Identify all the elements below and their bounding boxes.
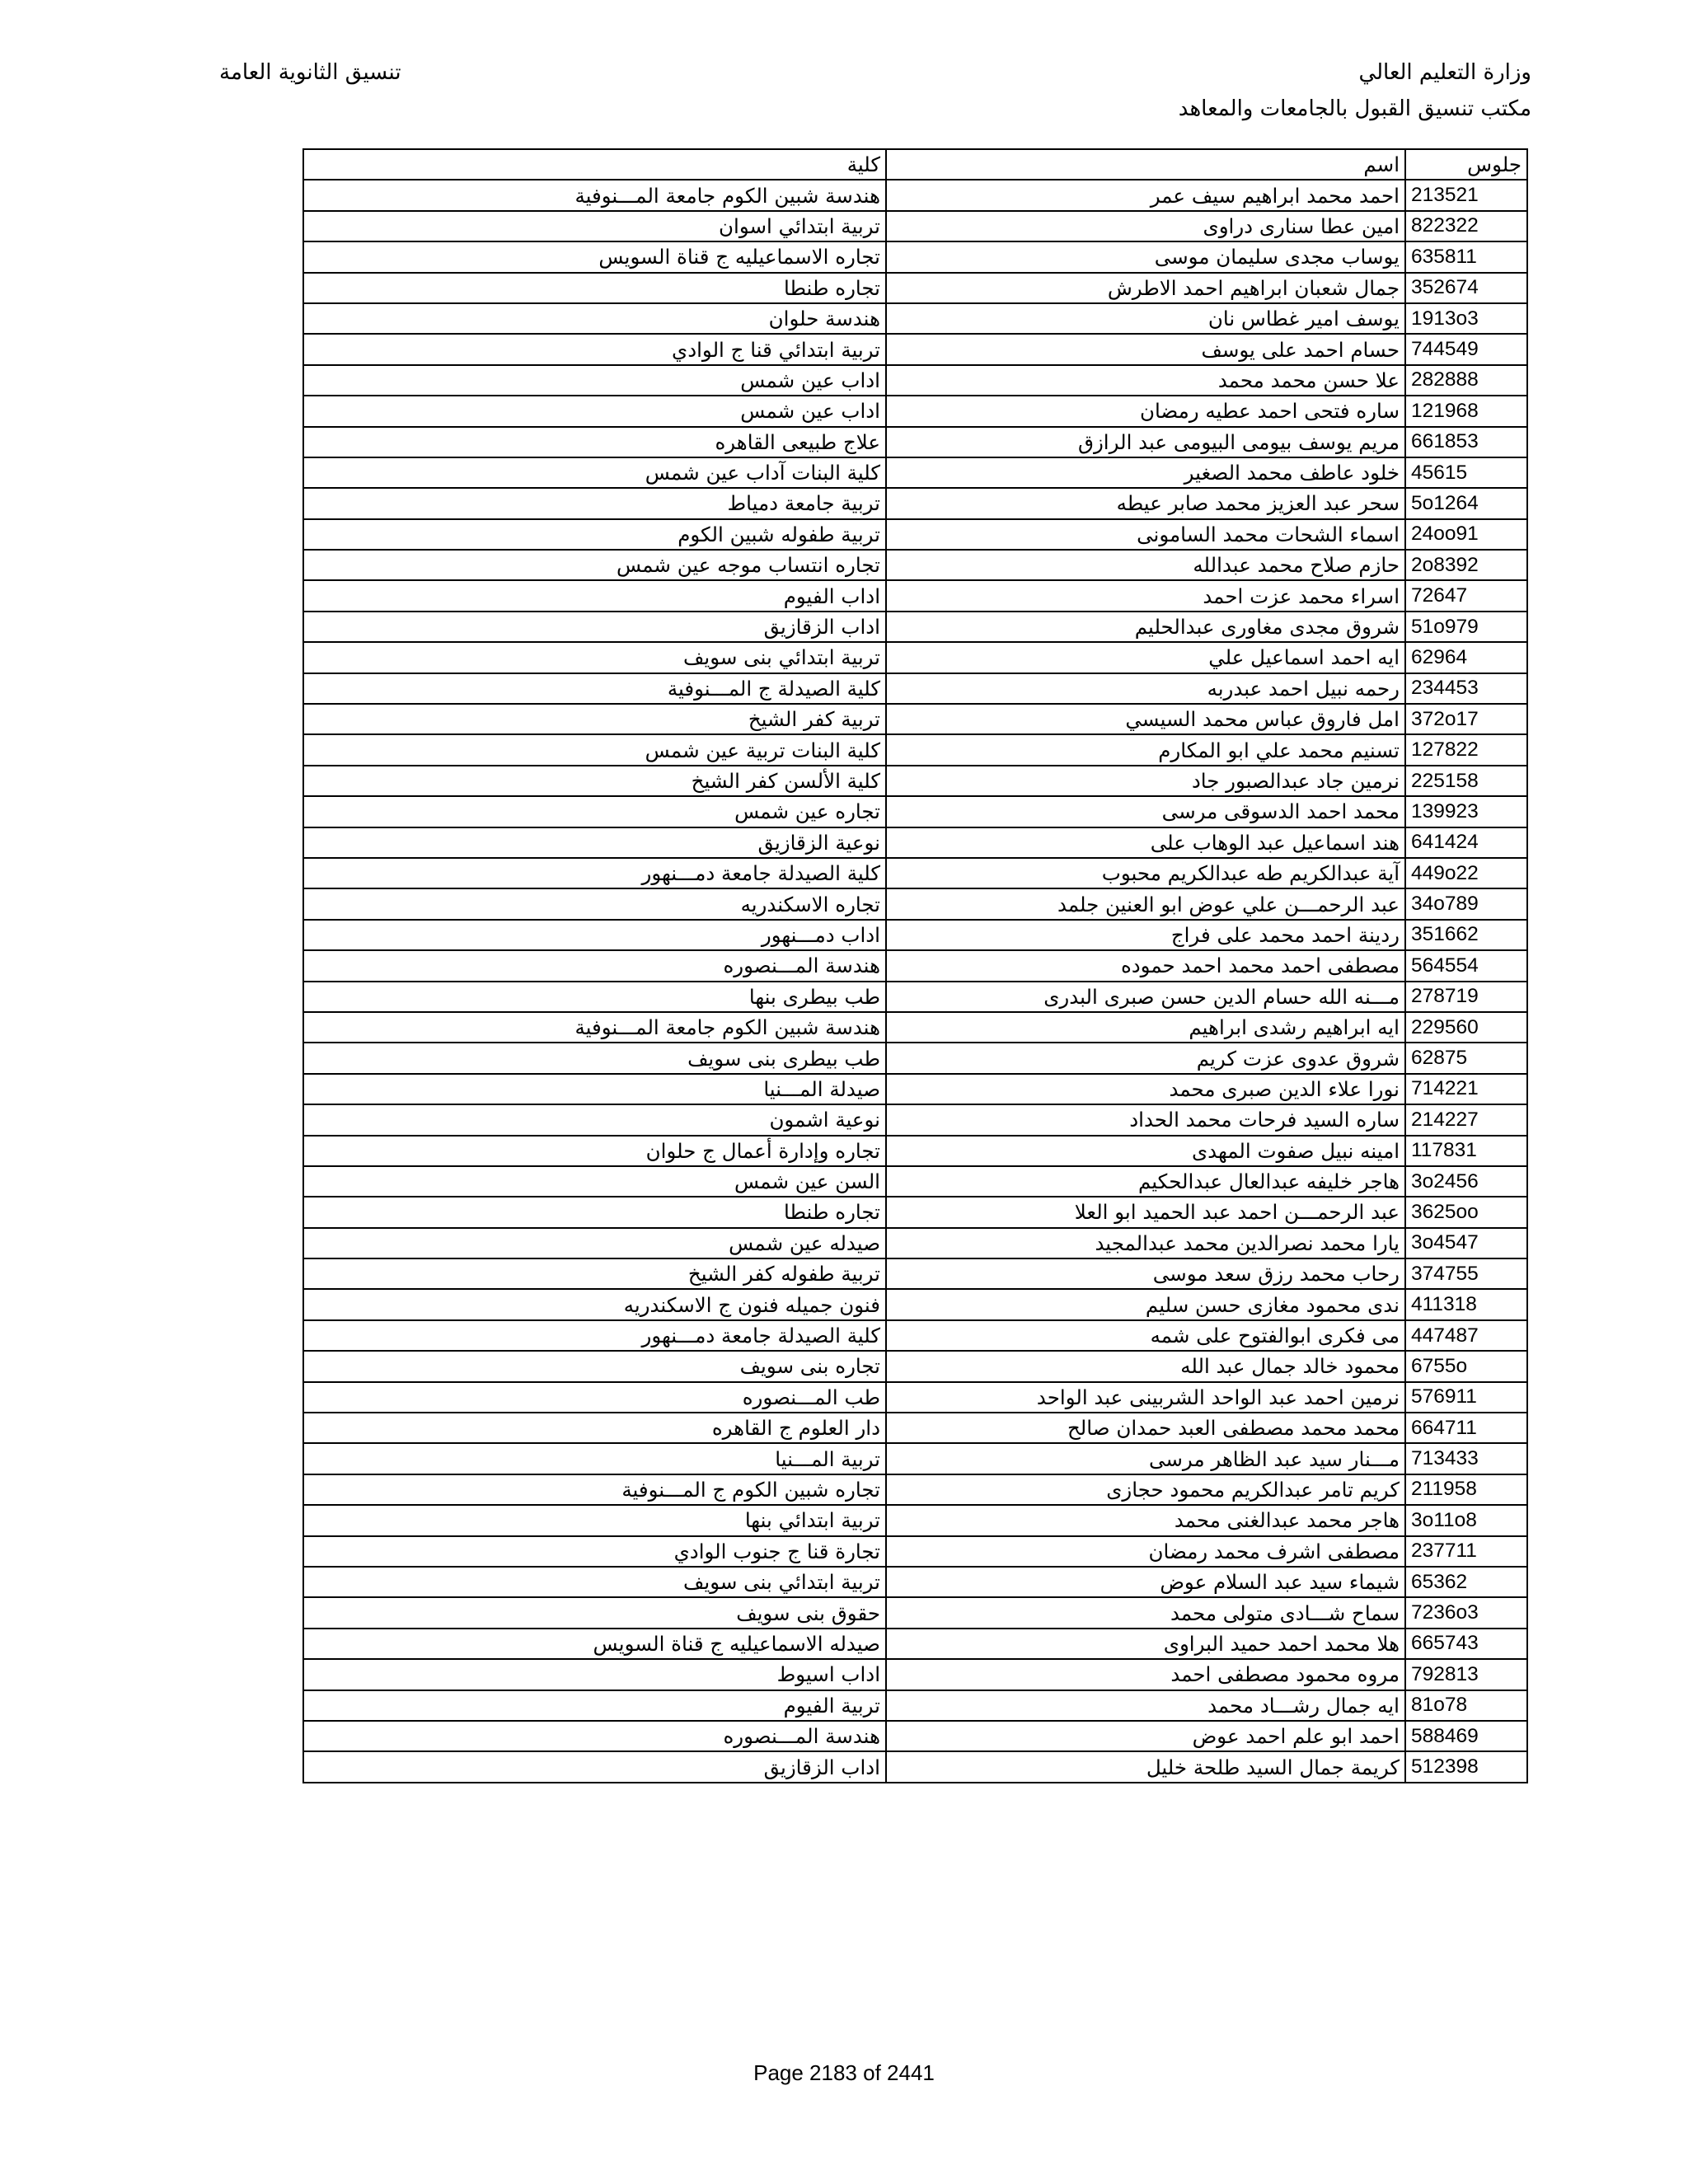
- name-cell: امل فاروق عباس محمد السيسي: [886, 704, 1405, 734]
- name-cell: امين عطا سنارى دراوى: [886, 211, 1405, 241]
- seat-number-cell: 62964: [1405, 642, 1527, 673]
- faculty-cell: صيدلة المـــنيا: [303, 1074, 886, 1104]
- seat-number-cell: 211958: [1405, 1474, 1527, 1505]
- name-cell: مصطفى اشرف محمد رمضان: [886, 1536, 1405, 1567]
- faculty-cell: علاج طبيعى القاهره: [303, 427, 886, 457]
- faculty-cell: تربية الفيوم: [303, 1690, 886, 1721]
- table-row: [303, 612, 1527, 642]
- seat-number-cell: 372o17: [1405, 704, 1527, 734]
- table-row: [303, 1351, 1527, 1381]
- table-row: [303, 273, 1527, 303]
- name-cell: آية عبدالكريم طه عبدالكريم محبوب: [886, 858, 1405, 888]
- faculty-cell: كلية البنات تربية عين شمس: [303, 734, 886, 765]
- seat-number-cell: 229560: [1405, 1012, 1527, 1043]
- seat-number-cell: 72647: [1405, 580, 1527, 611]
- name-cell: ايه احمد اسماعيل علي: [886, 642, 1405, 673]
- table-row: [303, 1474, 1527, 1505]
- faculty-cell: هندسة حلوان: [303, 303, 886, 334]
- name-cell: نرمين احمد عبد الواحد الشربينى عبد الواحد: [886, 1382, 1405, 1413]
- table-header-row: [303, 149, 1527, 180]
- faculty-cell: هندسة شبين الكوم جامعة المـــنوفية: [303, 1012, 886, 1043]
- ministry-header: [1179, 54, 1531, 127]
- table-row: [303, 1289, 1527, 1319]
- column-header-seat: جلوس: [1405, 149, 1527, 180]
- faculty-cell: اداب الزقازيق: [303, 1751, 886, 1782]
- faculty-cell: صيدله الاسماعيليه ج قناة السويس: [303, 1629, 886, 1659]
- name-cell: شروق مجدى مغاورى عبدالحليم: [886, 612, 1405, 642]
- name-cell: مريم يوسف بيومى البيومى عبد الرازق: [886, 427, 1405, 457]
- name-cell: محمد احمد الدسوقى مرسى: [886, 796, 1405, 827]
- table-row: [303, 888, 1527, 919]
- table-row: [303, 766, 1527, 796]
- table-row: [303, 427, 1527, 457]
- faculty-cell: دار العلوم ج القاهره: [303, 1413, 886, 1443]
- faculty-cell: تجاره طنطا: [303, 273, 886, 303]
- name-cell: مروه محمود مصطفى احمد: [886, 1659, 1405, 1690]
- faculty-cell: نوعية الزقازيق: [303, 827, 886, 858]
- faculty-cell: هندسة المـــنصوره: [303, 1721, 886, 1751]
- ministry-title: وزارة التعليم العالي: [1358, 60, 1531, 85]
- faculty-cell: تجاره عين شمس: [303, 796, 886, 827]
- seat-number-cell: 213521: [1405, 180, 1527, 210]
- faculty-cell: كلية الصيدلة ج المـــنوفية: [303, 673, 886, 704]
- name-cell: اسماء الشحات محمد السامونى: [886, 519, 1405, 550]
- seat-number-cell: 447487: [1405, 1320, 1527, 1351]
- name-cell: شيماء سيد عبد السلام عوض: [886, 1567, 1405, 1597]
- table-row: [303, 1258, 1527, 1289]
- name-cell: علا حسن محمد محمد: [886, 365, 1405, 396]
- seat-number-cell: 822322: [1405, 211, 1527, 241]
- table-row: [303, 1197, 1527, 1227]
- seat-number-cell: 278719: [1405, 982, 1527, 1012]
- name-cell: خلود عاطف محمد الصغير: [886, 457, 1405, 488]
- seat-number-cell: 641424: [1405, 827, 1527, 858]
- faculty-cell: طب بيطرى بنها: [303, 982, 886, 1012]
- name-cell: احمد ابو علم احمد عوض: [886, 1721, 1405, 1751]
- faculty-cell: تربية جامعة دمياط: [303, 488, 886, 518]
- seat-number-cell: 234453: [1405, 673, 1527, 704]
- seat-number-cell: 411318: [1405, 1289, 1527, 1319]
- name-cell: يارا محمد نصرالدين محمد عبدالمجيد: [886, 1228, 1405, 1258]
- faculty-cell: كلية الصيدلة جامعة دمـــنهور: [303, 1320, 886, 1351]
- faculty-cell: تجاره طنطا: [303, 1197, 886, 1227]
- seat-number-cell: 713433: [1405, 1443, 1527, 1474]
- faculty-cell: اداب الفيوم: [303, 580, 886, 611]
- table-row: [303, 1443, 1527, 1474]
- table-row: [303, 1413, 1527, 1443]
- seat-number-cell: 7236o3: [1405, 1597, 1527, 1628]
- name-cell: عبد الرحمـــن احمد عبد الحميد ابو العلا: [886, 1197, 1405, 1227]
- table-row: [303, 827, 1527, 858]
- table-row: [303, 1074, 1527, 1104]
- seat-number-cell: 449o22: [1405, 858, 1527, 888]
- faculty-cell: اداب اسيوط: [303, 1659, 886, 1690]
- table-row: [303, 1136, 1527, 1166]
- name-cell: هاجر محمد عبدالغنى محمد: [886, 1505, 1405, 1535]
- table-row: [303, 303, 1527, 334]
- faculty-cell: هندسة شبين الكوم جامعة المـــنوفية: [303, 180, 886, 210]
- seat-number-cell: 576911: [1405, 1382, 1527, 1413]
- name-cell: اسراء محمد عزت احمد: [886, 580, 1405, 611]
- faculty-cell: تربية طفوله شبين الكوم: [303, 519, 886, 550]
- seat-number-cell: 65362: [1405, 1567, 1527, 1597]
- seat-number-cell: 5o1264: [1405, 488, 1527, 518]
- office-title: مكتب تنسيق القبول بالجامعات والمعاهد: [1178, 96, 1531, 121]
- seat-number-cell: 237711: [1405, 1536, 1527, 1567]
- name-cell: حسام احمد على يوسف: [886, 334, 1405, 364]
- table-row: [303, 1690, 1527, 1721]
- table-row: [303, 796, 1527, 827]
- name-cell: يوسف امير غطاس نان: [886, 303, 1405, 334]
- name-cell: شروق عدوى عزت كريم: [886, 1043, 1405, 1073]
- table-row: [303, 982, 1527, 1012]
- name-cell: محمود خالد جمال عبد الله: [886, 1351, 1405, 1381]
- seat-number-cell: 45615: [1405, 457, 1527, 488]
- seat-number-cell: 282888: [1405, 365, 1527, 396]
- seat-number-cell: 352674: [1405, 273, 1527, 303]
- table-row: [303, 1721, 1527, 1751]
- name-cell: نرمين جاد عبدالصبور جاد: [886, 766, 1405, 796]
- table-row: [303, 1567, 1527, 1597]
- seat-number-cell: 3o11o8: [1405, 1505, 1527, 1535]
- name-cell: سماح شـــادى متولى محمد: [886, 1597, 1405, 1628]
- table-row: [303, 920, 1527, 950]
- table-row: [303, 1597, 1527, 1628]
- table-row: [303, 365, 1527, 396]
- seat-number-cell: 3o4547: [1405, 1228, 1527, 1258]
- name-cell: محمد محمد مصطفى العبد حمدان صالح: [886, 1413, 1405, 1443]
- name-cell: حازم صلاح محمد عبدالله: [886, 550, 1405, 580]
- seat-number-cell: 564554: [1405, 950, 1527, 981]
- name-cell: ساره فتحى احمد عطيه رمضان: [886, 396, 1405, 426]
- faculty-cell: اداب عين شمس: [303, 365, 886, 396]
- seat-number-cell: 3o2456: [1405, 1166, 1527, 1197]
- seat-number-cell: 661853: [1405, 427, 1527, 457]
- faculty-cell: تجاره وإدارة أعمال ج حلوان: [303, 1136, 886, 1166]
- seat-number-cell: 225158: [1405, 766, 1527, 796]
- seat-number-cell: 2o8392: [1405, 550, 1527, 580]
- seat-number-cell: 24oo91: [1405, 519, 1527, 550]
- faculty-cell: تجاره بنى سويف: [303, 1351, 886, 1381]
- name-cell: ساره السيد فرحات محمد الحداد: [886, 1104, 1405, 1135]
- table-row: [303, 1104, 1527, 1135]
- faculty-cell: كلية البنات آداب عين شمس: [303, 457, 886, 488]
- seat-number-cell: 6755o: [1405, 1351, 1527, 1381]
- name-cell: عبد الرحمـــن علي عوض ابو العنين جلمد: [886, 888, 1405, 919]
- seat-number-cell: 1913o3: [1405, 303, 1527, 334]
- table-row: [303, 488, 1527, 518]
- faculty-cell: طب بيطرى بنى سويف: [303, 1043, 886, 1073]
- faculty-cell: السن عين شمس: [303, 1166, 886, 1197]
- faculty-cell: اداب الزقازيق: [303, 612, 886, 642]
- table-row: [303, 734, 1527, 765]
- seat-number-cell: 139923: [1405, 796, 1527, 827]
- seat-number-cell: 121968: [1405, 396, 1527, 426]
- seat-number-cell: 792813: [1405, 1659, 1527, 1690]
- faculty-cell: فنون جميله فنون ج الاسكندريه: [303, 1289, 886, 1319]
- seat-number-cell: 351662: [1405, 920, 1527, 950]
- name-cell: امينه نبيل صفوت المهدى: [886, 1136, 1405, 1166]
- seat-number-cell: 3625oo: [1405, 1197, 1527, 1227]
- table-row: [303, 1536, 1527, 1567]
- table-row: [303, 241, 1527, 272]
- table-row: [303, 1043, 1527, 1073]
- name-cell: هلا محمد احمد حميد البراوى: [886, 1629, 1405, 1659]
- name-cell: مى فكرى ابوالفتوح على شمه: [886, 1320, 1405, 1351]
- faculty-cell: تجاره انتساب موجه عين شمس: [303, 550, 886, 580]
- faculty-cell: تربية ابتدائي بنى سويف: [303, 642, 886, 673]
- table-row: [303, 1320, 1527, 1351]
- name-cell: رحاب محمد رزق سعد موسى: [886, 1258, 1405, 1289]
- table-row: [303, 1382, 1527, 1413]
- faculty-cell: تربية ابتدائي بنها: [303, 1505, 886, 1535]
- faculty-cell: طب المـــنصوره: [303, 1382, 886, 1413]
- name-cell: ايه جمال رشـــاد محمد: [886, 1690, 1405, 1721]
- table-row: [303, 642, 1527, 673]
- name-cell: ردينة احمد محمد على فراج: [886, 920, 1405, 950]
- faculty-cell: تربية المـــنيا: [303, 1443, 886, 1474]
- faculty-cell: كلية الألسن كفر الشيخ: [303, 766, 886, 796]
- page-number: Page 2183 of 2441: [753, 2060, 935, 2085]
- name-cell: سحر عبد العزيز محمد صابر عيطه: [886, 488, 1405, 518]
- column-header-name: اسم: [886, 149, 1405, 180]
- seat-number-cell: 34o789: [1405, 888, 1527, 919]
- name-cell: هاجر خليفه عبدالعال عبدالحكيم: [886, 1166, 1405, 1197]
- faculty-cell: تجاره الاسماعيليه ج قناة السويس: [303, 241, 886, 272]
- column-header-faculty: كلية: [303, 149, 886, 180]
- name-cell: رحمه نبيل احمد عبدربه: [886, 673, 1405, 704]
- seat-number-cell: 62875: [1405, 1043, 1527, 1073]
- table-row: [303, 1629, 1527, 1659]
- results-table: [302, 148, 1528, 1783]
- seat-number-cell: 665743: [1405, 1629, 1527, 1659]
- name-cell: نورا علاء الدين صبرى محمد: [886, 1074, 1405, 1104]
- seat-number-cell: 664711: [1405, 1413, 1527, 1443]
- seat-number-cell: 374755: [1405, 1258, 1527, 1289]
- faculty-cell: صيدله عين شمس: [303, 1228, 886, 1258]
- table-row: [303, 1012, 1527, 1043]
- name-cell: هند اسماعيل عبد الوهاب على: [886, 827, 1405, 858]
- name-cell: يوساب مجدى سليمان موسى: [886, 241, 1405, 272]
- faculty-cell: اداب عين شمس: [303, 396, 886, 426]
- name-cell: مـــنار سيد عبد الظاهر مرسى: [886, 1443, 1405, 1474]
- name-cell: ندى محمود مغازى حسن سليم: [886, 1289, 1405, 1319]
- table-row: [303, 457, 1527, 488]
- table-row: [303, 950, 1527, 981]
- faculty-cell: تجاره الاسكندريه: [303, 888, 886, 919]
- table-row: [303, 396, 1527, 426]
- results-table-body: [303, 149, 1527, 1783]
- seat-number-cell: 51o979: [1405, 612, 1527, 642]
- faculty-cell: نوعية اشمون: [303, 1104, 886, 1135]
- table-row: [303, 334, 1527, 364]
- seat-number-cell: 744549: [1405, 334, 1527, 364]
- seat-number-cell: 117831: [1405, 1136, 1527, 1166]
- seat-number-cell: 81o78: [1405, 1690, 1527, 1721]
- faculty-cell: تربية طفوله كفر الشيخ: [303, 1258, 886, 1289]
- name-cell: مصطفى احمد محمد احمد حموده: [886, 950, 1405, 981]
- seat-number-cell: 214227: [1405, 1104, 1527, 1135]
- coordination-title: تنسيق الثانوية العامة: [219, 60, 401, 85]
- faculty-cell: هندسة المـــنصوره: [303, 950, 886, 981]
- table-row: [303, 1505, 1527, 1535]
- faculty-cell: كلية الصيدلة جامعة دمـــنهور: [303, 858, 886, 888]
- table-row: [303, 211, 1527, 241]
- seat-number-cell: 588469: [1405, 1721, 1527, 1751]
- faculty-cell: تجارة قنا ج جنوب الوادي: [303, 1536, 886, 1567]
- faculty-cell: اداب دمـــنهور: [303, 920, 886, 950]
- table-row: [303, 550, 1527, 580]
- name-cell: تسنيم محمد علي ابو المكارم: [886, 734, 1405, 765]
- seat-number-cell: 512398: [1405, 1751, 1527, 1782]
- name-cell: جمال شعبان ابراهيم احمد الاطرش: [886, 273, 1405, 303]
- table-row: [303, 673, 1527, 704]
- name-cell: كريم تامر عبدالكريم محمود حجازى: [886, 1474, 1405, 1505]
- faculty-cell: تربية ابتدائي اسوان: [303, 211, 886, 241]
- table-row: [303, 1751, 1527, 1782]
- table-row: [303, 858, 1527, 888]
- table-row: [303, 519, 1527, 550]
- name-cell: كريمة جمال السيد طلحة خليل: [886, 1751, 1405, 1782]
- seat-number-cell: 127822: [1405, 734, 1527, 765]
- table-row: [303, 1166, 1527, 1197]
- seat-number-cell: 635811: [1405, 241, 1527, 272]
- table-row: [303, 1228, 1527, 1258]
- faculty-cell: تربية ابتدائي قنا ج الوادي: [303, 334, 886, 364]
- name-cell: ايه ابراهيم رشدى ابراهيم: [886, 1012, 1405, 1043]
- seat-number-cell: 714221: [1405, 1074, 1527, 1104]
- table-row: [303, 1659, 1527, 1690]
- table-row: [303, 580, 1527, 611]
- name-cell: احمد محمد ابراهيم سيف عمر: [886, 180, 1405, 210]
- table-row: [303, 704, 1527, 734]
- faculty-cell: تربية كفر الشيخ: [303, 704, 886, 734]
- name-cell: مـــنه الله حسام الدين حسن صبرى البدرى: [886, 982, 1405, 1012]
- table-row: [303, 180, 1527, 210]
- faculty-cell: تربية ابتدائي بنى سويف: [303, 1567, 886, 1597]
- faculty-cell: تجاره شبين الكوم ج المـــنوفية: [303, 1474, 886, 1505]
- faculty-cell: حقوق بنى سويف: [303, 1597, 886, 1628]
